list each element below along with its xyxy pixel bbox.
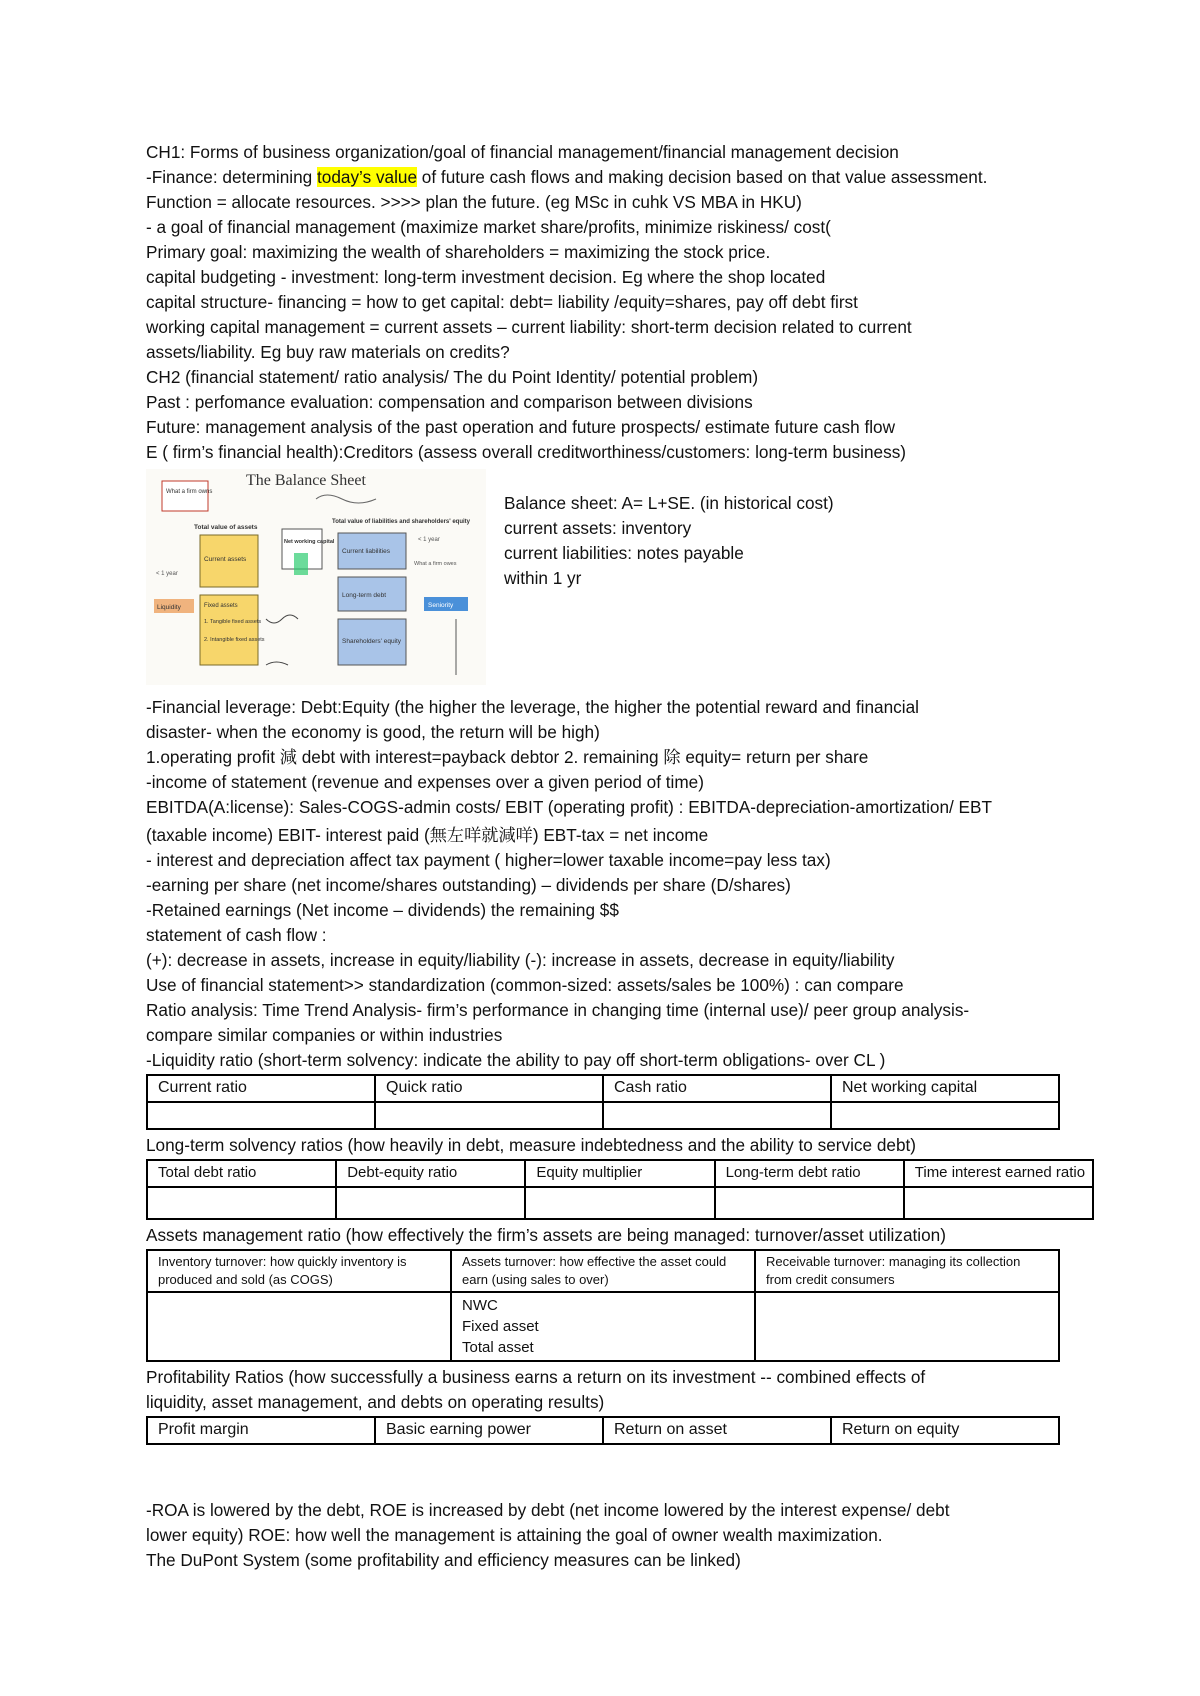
- text-line: -income of statement (revenue and expenses over a given period of time): [146, 772, 704, 792]
- text-line: - a goal of financial management (maximize market share/profits, minimize riskiness/ cost(: [146, 217, 831, 237]
- text-line: 1.operating profit 減 debt with interest=payback debtor 2. remaining 除 equity= return per share: [146, 747, 869, 767]
- section-heading: Profitability Ratios (how successfully a business earns a return on its investment -- combined effects of: [146, 1367, 926, 1387]
- text-line: (+): decrease in assets, increase in equity/liability (-): increase in assets, decrease in equity/liability: [146, 950, 895, 970]
- finance-definition-line: [146, 165, 1106, 190]
- text-line: Function = allocate resources. >>>> plan the future. (eg MSc in cuhk VS MBA in HKU): [146, 192, 802, 212]
- text-line: compare similar companies or within industries: [146, 1025, 503, 1045]
- text-fragment: -Finance: determining: [146, 167, 318, 187]
- balance-sheet-section: [146, 469, 1106, 691]
- figure-label: Total value of assets: [194, 524, 258, 531]
- table-header-cell: Assets turnover: how effective the asset could earn (using sales to over): [451, 1250, 755, 1292]
- table-cell: [525, 1187, 714, 1219]
- text-line: CH1: Forms of business organization/goal of financial management/financial management decision: [146, 142, 899, 162]
- text-line: Balance sheet: A= L+SE. (in historical cost): [504, 493, 834, 513]
- table-header-cell: Debt-equity ratio: [336, 1160, 525, 1187]
- section-heading: Long-term solvency ratios (how heavily in debt, measure indebtedness and the ability to service debt): [146, 1135, 917, 1155]
- long-term-solvency-table: [146, 1159, 1094, 1220]
- profitability-ratio-table: [146, 1416, 1060, 1445]
- table-header-cell: Total debt ratio: [147, 1160, 336, 1187]
- text-line: (taxable income) EBIT- interest paid (無左咩就減咩) EBT-tax = net income: [146, 825, 709, 845]
- text-line: Future: management analysis of the past operation and future prospects/ estimate future cash flow: [146, 417, 896, 437]
- table-header-cell: Receivable turnover: managing its collection from credit consumers: [755, 1250, 1059, 1292]
- table-header-cell: Net working capital: [831, 1075, 1059, 1102]
- text-line: -Retained earnings (Net income – dividends) the remaining $$: [146, 900, 619, 920]
- spacer: [146, 1448, 1106, 1498]
- table-header-cell: Cash ratio: [603, 1075, 831, 1102]
- section-heading: Assets management ratio (how effectively the firm’s assets are being managed: turnover/asset utilization): [146, 1225, 946, 1245]
- text-line: current liabilities: notes payable: [504, 543, 744, 563]
- figure-label: Current assets: [204, 556, 247, 563]
- table-header-cell: Profit margin: [147, 1417, 375, 1444]
- text-line: -Liquidity ratio (short-term solvency: indicate the ability to pay off short-term obligations- over CL ): [146, 1050, 886, 1070]
- balance-sheet-notes: [504, 491, 834, 591]
- table-row: [147, 1417, 1059, 1444]
- table-header-cell: Return on asset: [603, 1417, 831, 1444]
- text-line: disaster- when the economy is good, the return will be high): [146, 722, 600, 742]
- table-cell: [603, 1102, 831, 1129]
- text-line: EBITDA(A:license): Sales-COGS-admin costs/ EBIT (operating profit) : EBITDA-depreciation-amortization/ EBT: [146, 797, 992, 817]
- table-cell: [375, 1102, 603, 1129]
- table-row: [147, 1075, 1059, 1102]
- table-header-cell: Time interest earned ratio: [904, 1160, 1093, 1187]
- figure-label: Shareholders' equity: [342, 638, 402, 645]
- table-cell: [147, 1187, 336, 1219]
- table-row: [147, 1187, 1093, 1219]
- text-line: capital budgeting - investment: long-term investment decision. Eg where the shop located: [146, 267, 826, 287]
- table-cell: [147, 1292, 451, 1361]
- figure-label: < 1 year: [418, 537, 440, 543]
- text-line: Primary goal: maximizing the wealth of shareholders = maximizing the stock price.: [146, 242, 771, 262]
- table-cell: [904, 1187, 1093, 1219]
- table-row: [147, 1160, 1093, 1187]
- table-cell: [451, 1292, 755, 1361]
- table-cell: [715, 1187, 904, 1219]
- text-line: within 1 yr: [504, 568, 582, 588]
- figure-label: Net working capital: [284, 539, 335, 545]
- table-header-cell: Equity multiplier: [525, 1160, 714, 1187]
- table-header-cell: Quick ratio: [375, 1075, 603, 1102]
- figure-label: Total value of liabilities and shareholders' equity: [332, 519, 471, 525]
- table-header-cell: Basic earning power: [375, 1417, 603, 1444]
- text-line: CH2 (financial statement/ ratio analysis/ The du Point Identity/ potential problem): [146, 367, 759, 387]
- text-line: working capital management = current assets – current liability: short-term decision related to current: [146, 317, 912, 337]
- text-line: -earning per share (net income/shares outstanding) – dividends per share (D/shares): [146, 875, 791, 895]
- figure-label: Long-term debt: [342, 592, 387, 599]
- cell-line: Fixed asset: [462, 1318, 539, 1335]
- figure-label: Current liabilities: [342, 548, 391, 555]
- text-line: The DuPont System (some profitability and efficiency measures can be linked): [146, 1550, 741, 1570]
- highlighted-text: today’s value: [317, 167, 418, 187]
- section-heading: liquidity, asset management, and debts on operating results): [146, 1392, 605, 1412]
- text-line: -Financial leverage: Debt:Equity (the higher the leverage, the higher the potential reward and financial: [146, 697, 919, 717]
- figure-label: Liquidity: [157, 604, 181, 611]
- text-fragment: of future cash flows and making decision based on that value assessment.: [417, 167, 988, 187]
- figure-label: < 1 year: [156, 571, 178, 577]
- figure-label: What a firm owns: [166, 489, 213, 495]
- text-line: - interest and depreciation affect tax payment ( higher=lower taxable income=pay less tax): [146, 850, 831, 870]
- figure-label: 2. Intangible fixed assets: [204, 637, 265, 643]
- text-line: -ROA is lowered by the debt, ROE is increased by debt (net income lowered by the interest expense/ debt: [146, 1500, 950, 1520]
- balance-sheet-figure: [146, 469, 486, 685]
- text-line: E ( firm’s financial health):Creditors (assess overall creditworthiness/customers: long-term business): [146, 442, 907, 462]
- table-row: [147, 1102, 1059, 1129]
- table-row: [147, 1250, 1059, 1292]
- table-header-cell: Inventory turnover: how quickly inventory is produced and sold (as COGS): [147, 1250, 451, 1292]
- document-page: [146, 140, 1106, 1573]
- text-line: Ratio analysis: Time Trend Analysis- firm’s performance in changing time (internal use)/ peer group analysis-: [146, 1000, 970, 1020]
- text-line: assets/liability. Eg buy raw materials on credits?: [146, 342, 510, 362]
- assets-management-table: [146, 1249, 1060, 1362]
- table-cell: [831, 1102, 1059, 1129]
- figure-label: Fixed assets: [204, 603, 238, 609]
- text-line: Past : perfomance evaluation: compensation and comparison between divisions: [146, 392, 753, 412]
- table-header-cell: Current ratio: [147, 1075, 375, 1102]
- figure-label: 1. Tangible fixed assets: [204, 619, 262, 625]
- figure-title: The Balance Sheet: [246, 472, 366, 489]
- table-cell: [755, 1292, 1059, 1361]
- text-line: Use of financial statement>> standardization (common-sized: assets/sales be 100%) : can compare: [146, 975, 904, 995]
- text-line: statement of cash flow :: [146, 925, 327, 945]
- table-row: [147, 1292, 1059, 1361]
- text-line: current assets: inventory: [504, 518, 692, 538]
- table-header-cell: Return on equity: [831, 1417, 1059, 1444]
- table-header-cell: Long-term debt ratio: [715, 1160, 904, 1187]
- liquidity-ratio-table: [146, 1074, 1060, 1130]
- text-line: capital structure- financing = how to get capital: debt= liability /equity=shares, pay off debt first: [146, 292, 858, 312]
- figure-label: Seniority: [428, 602, 454, 609]
- cell-line: NWC: [462, 1297, 498, 1314]
- table-cell: [336, 1187, 525, 1219]
- table-cell: [147, 1102, 375, 1129]
- text-line: lower equity) ROE: how well the management is attaining the goal of owner wealth maximization.: [146, 1525, 883, 1545]
- cell-line: Total asset: [462, 1339, 534, 1356]
- figure-label: What a firm owes: [414, 561, 457, 567]
